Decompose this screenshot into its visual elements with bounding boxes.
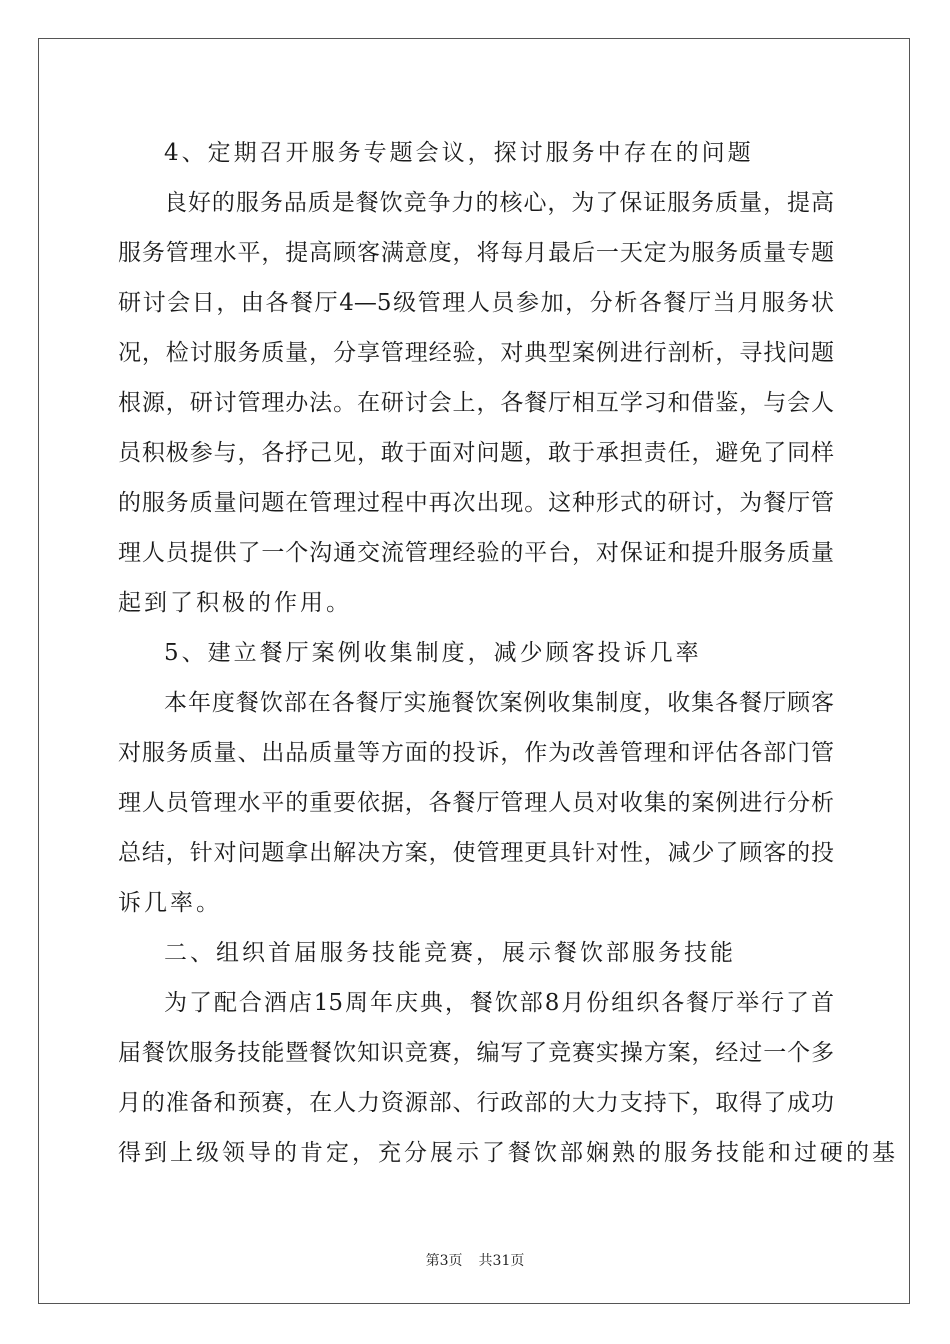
paragraph bbox=[118, 628, 834, 678]
text-line: 得到上级领导的肯定，充分展示了餐饮部娴熟的服务技能和过硬的基 bbox=[118, 1140, 898, 1166]
paragraph bbox=[118, 178, 834, 628]
text-line: 总结，针对问题拿出解决方案，使管理更具针对性，减少了顾客的投 bbox=[118, 840, 834, 866]
paragraph bbox=[118, 978, 898, 1178]
text-line: 根源，研讨管理办法。在研讨会上，各餐厅相互学习和借鉴，与会人 bbox=[118, 390, 834, 416]
text-line: 二、组织首届服务技能竞赛，展示餐饮部服务技能 bbox=[164, 940, 736, 966]
page-total: 共31页 bbox=[478, 1253, 525, 1269]
text-line: 况，检讨服务质量，分享管理经验，对典型案例进行剖析，寻找问题 bbox=[118, 340, 834, 366]
document-body bbox=[118, 128, 898, 1178]
text-line: 研讨会日，由各餐厅4—5级管理人员参加，分析各餐厅当月服务状 bbox=[118, 290, 834, 316]
text-line: 5、建立餐厅案例收集制度，减少顾客投诉几率 bbox=[164, 640, 702, 666]
text-line: 诉几率。 bbox=[118, 890, 222, 916]
text-line: 本年度餐饮部在各餐厅实施餐饮案例收集制度，收集各餐厅顾客 bbox=[164, 690, 834, 716]
text-line: 服务管理水平，提高顾客满意度，将每月最后一天定为服务质量专题 bbox=[118, 240, 834, 266]
text-line: 的服务质量问题在管理过程中再次出现。这种形式的研讨，为餐厅管 bbox=[118, 490, 834, 516]
text-line: 月的准备和预赛，在人力资源部、行政部的大力支持下，取得了成功 bbox=[118, 1090, 834, 1116]
page-footer bbox=[0, 1250, 950, 1270]
text-line: 员积极参与，各抒己见，敢于面对问题，敢于承担责任，避免了同样 bbox=[118, 440, 834, 466]
paragraph bbox=[118, 128, 834, 178]
text-line: 良好的服务品质是餐饮竞争力的核心，为了保证服务质量，提高 bbox=[164, 190, 834, 216]
paragraph bbox=[118, 928, 834, 978]
text-line: 对服务质量、出品质量等方面的投诉，作为改善管理和评估各部门管 bbox=[118, 740, 834, 766]
text-line: 理人员提供了一个沟通交流管理经验的平台，对保证和提升服务质量 bbox=[118, 540, 834, 566]
text-line: 4、定期召开服务专题会议，探讨服务中存在的问题 bbox=[164, 140, 754, 166]
text-line: 理人员管理水平的重要依据，各餐厅管理人员对收集的案例进行分析 bbox=[118, 790, 834, 816]
text-line: 届餐饮服务技能暨餐饮知识竞赛，编写了竞赛实操方案，经过一个多 bbox=[118, 1040, 834, 1066]
paragraph bbox=[118, 678, 834, 928]
page-number: 第3页 bbox=[425, 1253, 463, 1269]
text-line: 为了配合酒店15周年庆典，餐饮部8月份组织各餐厅举行了首 bbox=[164, 990, 834, 1016]
text-line: 起到了积极的作用。 bbox=[118, 590, 352, 616]
